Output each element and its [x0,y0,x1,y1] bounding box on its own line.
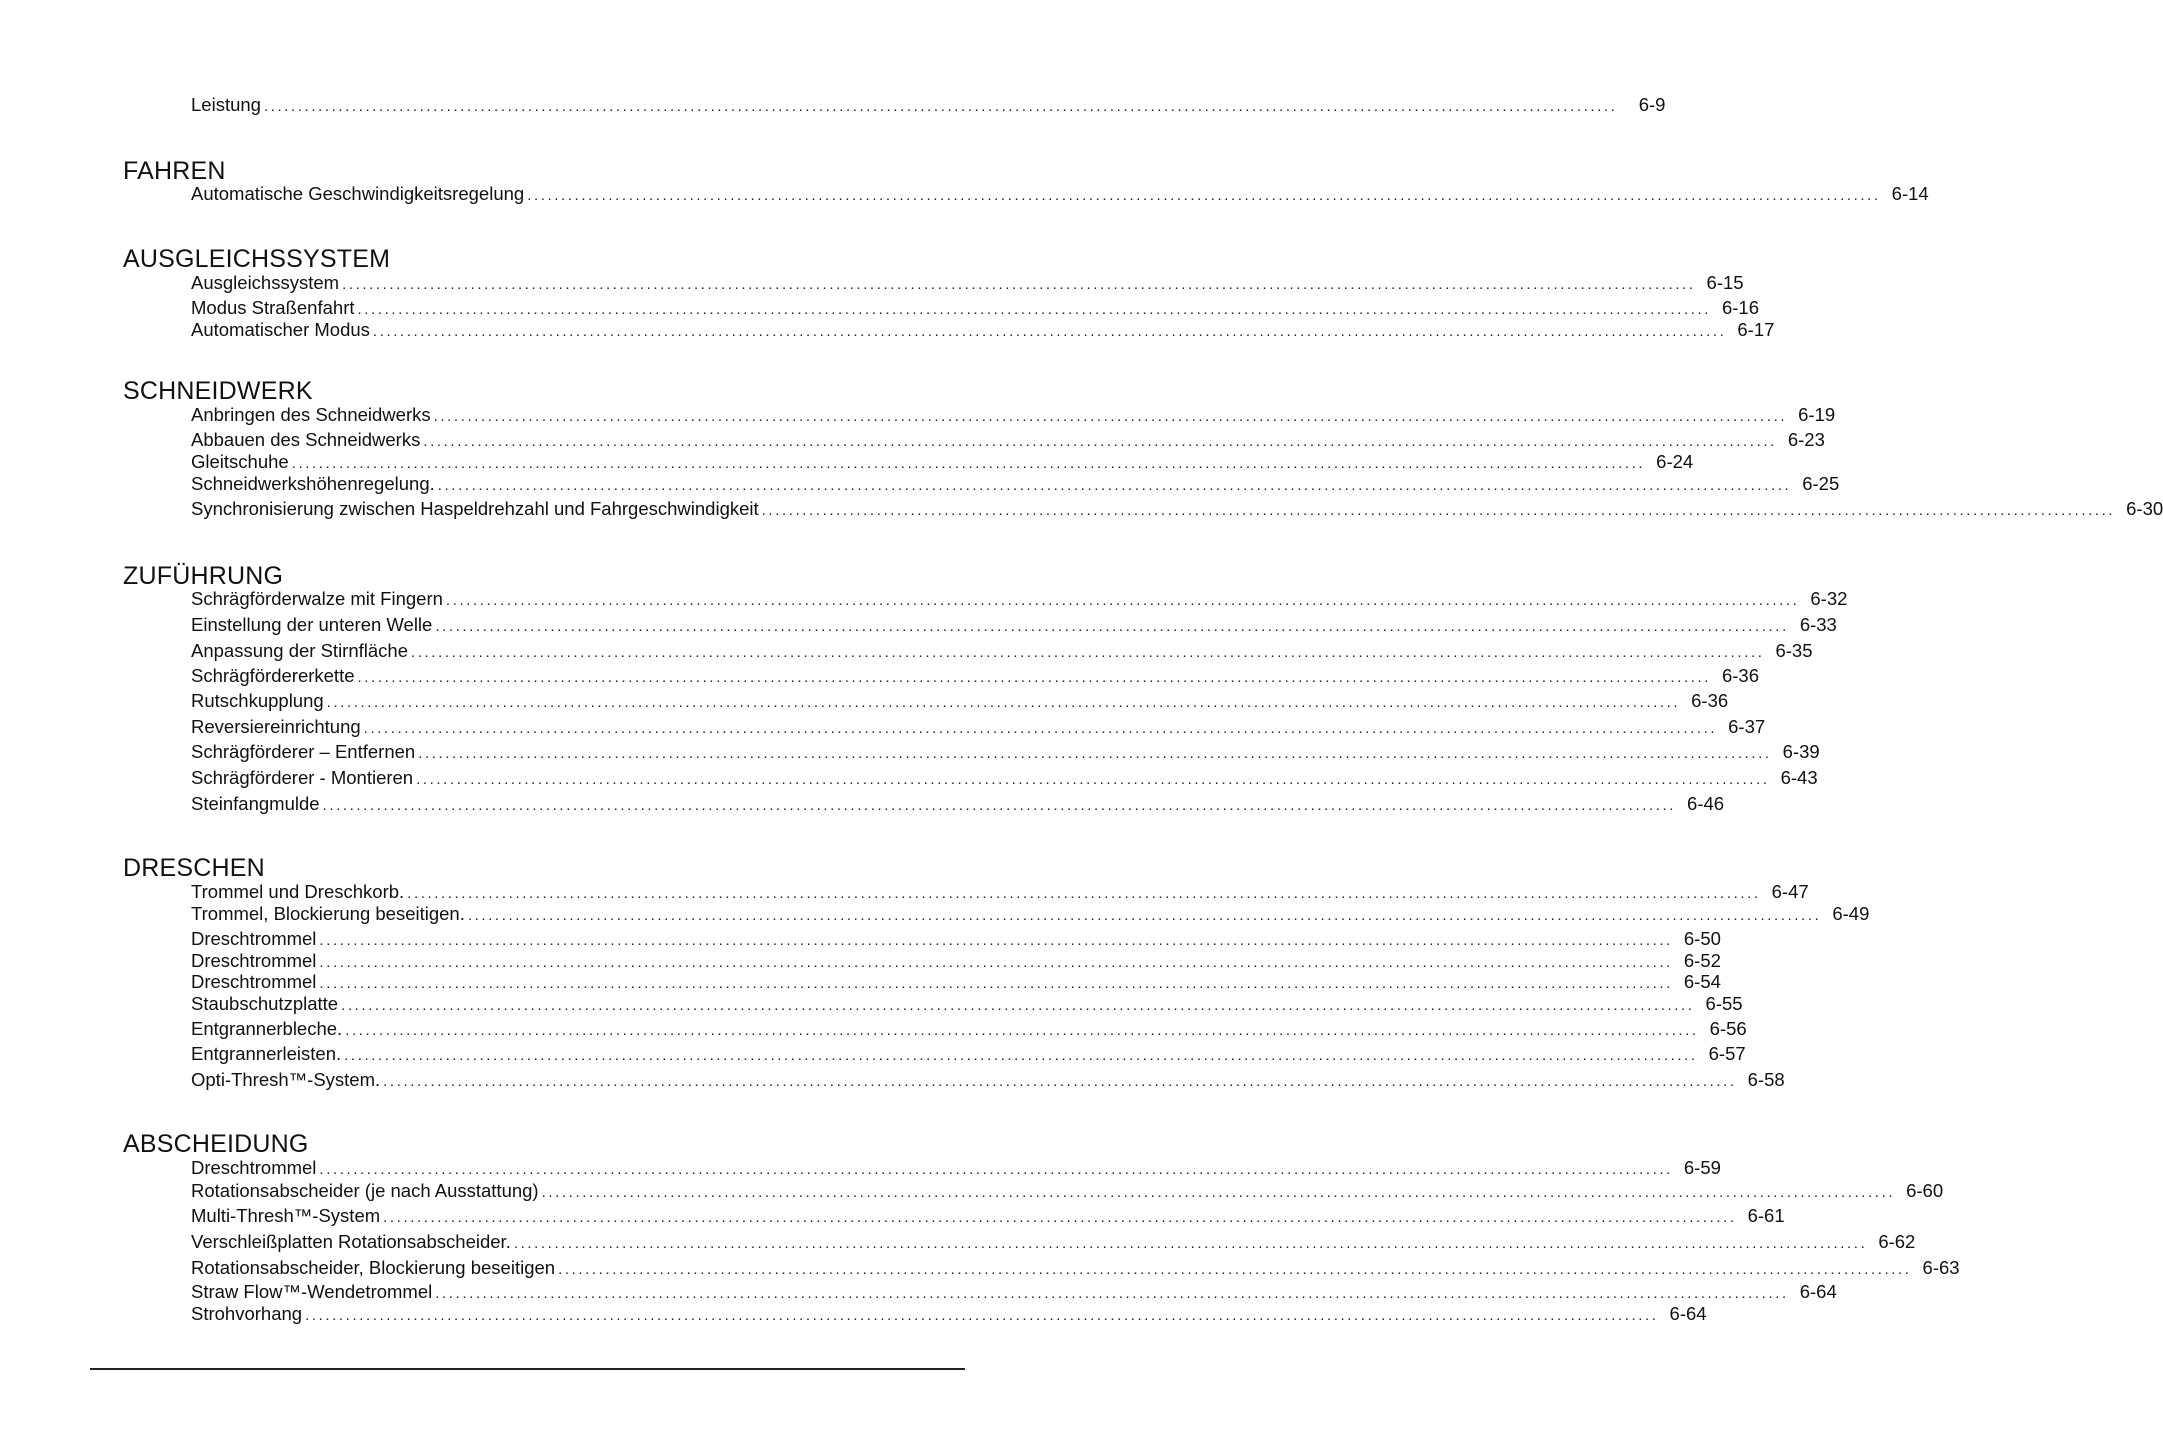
toc-entry-label: Trommel und Dreschkorb. [191,881,405,902]
toc-entry-page: 6-24 [1656,451,1694,472]
toc-entry-page: 6-37 [1728,716,1766,737]
toc-entry-label: Ausgleichssystem [191,272,340,293]
toc-entry-page: 6-30 [2126,498,2163,519]
toc-dot-leader: ........................................................................................................................................................................................................ [423,433,1777,450]
toc-entry-page: 6-17 [1737,319,1775,340]
toc-entry[interactable] [191,1205,1785,1229]
toc-entry-label: Synchronisierung zwischen Haspeldrehzahl und Fahrgeschwindigkeit [191,498,759,519]
toc-entry-page: 6-49 [1832,903,1870,924]
toc-dot-leader: ........................................................................................................................................................................................................ [467,907,1822,924]
toc-entry[interactable] [191,272,1744,296]
toc-dot-leader: ........................................................................................................................................................................................................ [322,797,1677,814]
toc-entry-label: Staubschutzplatte [191,993,339,1014]
toc-dot-leader: ........................................................................................................................................................................................................ [319,975,1673,992]
toc-dot-leader: ........................................................................................................................................................................................................ [319,1161,1673,1178]
toc-entry-page: 6-14 [1891,183,1929,204]
toc-dot-leader: ........................................................................................................................................................................................................ [372,323,1727,340]
toc-dot-leader: ........................................................................................................................................................................................................ [437,477,1792,494]
toc-dot-leader: ........................................................................................................................................................................................................ [357,669,1712,686]
toc-entry[interactable] [191,690,1729,714]
toc-entry[interactable] [191,429,1825,453]
toc-entry[interactable] [191,665,1760,689]
toc-entry-page: 6-23 [1787,429,1825,450]
toc-entry[interactable] [191,993,1743,1017]
toc-dot-leader: ........................................................................................................................................................................................................ [435,1285,1789,1302]
toc-entry-label: Dreschtrommel [191,971,317,992]
toc-dot-leader: ........................................................................................................................................................................................................ [433,408,1788,425]
toc-dot-leader: ........................................................................................................................................................................................................ [342,276,1696,293]
toc-entry-label: Multi-Thresh™-System [191,1205,381,1226]
toc-entry-label: Steinfangmulde [191,793,320,814]
toc-entry[interactable] [191,640,1813,664]
toc-entry-page: 6-15 [1706,272,1744,293]
toc-entry-page: 6-47 [1771,881,1809,902]
toc-dot-leader: ........................................................................................................................................................................................................ [326,694,1681,711]
toc-dot-leader: ........................................................................................................................................................................................................ [513,1235,1868,1252]
toc-entry-label: Abbauen des Schneidwerks [191,429,421,450]
toc-entry[interactable] [191,1069,1785,1093]
toc-entry[interactable] [191,903,1870,927]
toc-entry[interactable] [191,1043,1746,1067]
toc-entry-page: 6-60 [1906,1180,1944,1201]
toc-dot-leader: ........................................................................................................................................................................................................ [319,932,1673,949]
section-title: SCHNEIDWERK [123,377,313,405]
toc-dot-leader: ........................................................................................................................................................................................................ [383,1209,1737,1226]
toc-entry-label: Schneidwerkshöhenregelung. [191,473,435,494]
toc-entry[interactable] [191,588,1848,612]
toc-entry-label: Entgrannerbleche. [191,1018,343,1039]
toc-entry[interactable] [191,716,1766,740]
toc-entry-page: 6-55 [1705,993,1743,1014]
toc-entry[interactable] [191,297,1759,321]
toc-entry-label: Schrägförderer – Entfernen [191,741,416,762]
toc-entry[interactable] [191,183,1929,207]
toc-dot-leader: ........................................................................................................................................................................................................ [558,1261,1912,1278]
toc-dot-leader: ........................................................................................................................................................................................................ [407,885,1761,902]
toc-entry-label: Leistung [191,94,261,115]
toc-entry-label: Dreschtrommel [191,928,317,949]
toc-entry-label: Anpassung der Stirnfläche [191,640,408,661]
section-title: FAHREN [123,157,226,185]
toc-dot-leader: ........................................................................................................................................................................................................ [344,1047,1698,1064]
toc-entry[interactable] [191,971,1721,995]
toc-entry-label: Reversiereinrichtung [191,716,361,737]
toc-entry[interactable] [191,1281,1837,1305]
toc-entry-page: 6-32 [1810,588,1848,609]
toc-entry-label: Schrägförderwalze mit Fingern [191,588,443,609]
toc-dot-leader: ........................................................................................................................................................................................................ [319,954,1673,971]
toc-entry[interactable] [191,451,1694,475]
toc-entry-label: Strohvorhang [191,1303,303,1324]
toc-entry-label: Schrägförderer - Montieren [191,767,414,788]
toc-entry-label: Dreschtrommel [191,950,317,971]
toc-entry-page: 6-39 [1782,741,1820,762]
toc-entry-label: Automatische Geschwindigkeitsregelung [191,183,525,204]
toc-entry[interactable] [191,741,1820,765]
toc-entry-label: Verschleißplatten Rotationsabscheider. [191,1231,511,1252]
toc-entry[interactable] [191,319,1775,343]
toc-entry-label: Trommel, Blockierung beseitigen. [191,903,465,924]
toc-dot-leader: ........................................................................................................................................................................................................ [291,455,1646,472]
toc-entry-page: 6-43 [1780,767,1818,788]
toc-entry-label: Straw Flow™-Wendetrommel [191,1281,433,1302]
toc-entry-label: Modus Straßenfahrt [191,297,355,318]
toc-dot-leader: ........................................................................................................................................................................................................ [383,1073,1737,1090]
toc-entry-label: Rotationsabscheider, Blockierung beseitigen [191,1257,556,1278]
toc-entry-page: 6-36 [1691,690,1729,711]
toc-dot-leader: ........................................................................................................................................................................................................ [416,771,1770,788]
section-title: DRESCHEN [123,854,265,882]
toc-entry-page: 6-59 [1683,1157,1721,1178]
section-title: ABSCHEIDUNG [123,1130,309,1158]
toc-entry[interactable] [191,404,1836,428]
section-title: ZUFÜHRUNG [123,562,284,590]
toc-entry-page: 6-9 [1638,94,1666,115]
toc-entry-label: Anbringen des Schneidwerks [191,404,431,425]
toc-entry-label: Opti-Thresh™-System. [191,1069,381,1090]
toc-entry-page: 6-54 [1683,971,1721,992]
toc-dot-leader: ........................................................................................................................................................................................................ [411,644,1765,661]
toc-entry[interactable] [191,881,1809,905]
toc-dot-leader: ........................................................................................................................................................................................................ [357,301,1711,318]
toc-entry-page: 6-64 [1799,1281,1837,1302]
toc-dot-leader: ........................................................................................................................................................................................................ [363,720,1718,737]
section-title: AUSGLEICHSSYSTEM [123,245,391,273]
toc-entry-label: Schrägfördererkette [191,665,355,686]
toc-entry[interactable] [191,1257,1960,1281]
toc-entry-label: Einstellung der unteren Welle [191,614,433,635]
toc-dot-leader: ........................................................................................................................................................................................................ [263,98,1618,115]
toc-entry-page: 6-36 [1721,665,1760,686]
toc-entry-page: 6-50 [1683,928,1721,949]
toc-entry-page: 6-25 [1802,473,1840,494]
toc-dot-leader: ........................................................................................................................................................................................................ [345,1022,1699,1039]
toc-dot-leader: ........................................................................................................................................................................................................ [761,502,2116,519]
toc-entry-label: Dreschtrommel [191,1157,317,1178]
toc-entry-page: 6-58 [1747,1069,1785,1090]
toc-entry[interactable] [191,94,1666,118]
toc-entry-page: 6-16 [1721,297,1759,318]
toc-entry[interactable] [191,767,1818,791]
footer-divider [90,1368,965,1370]
toc-dot-leader: ........................................................................................................................................................................................................ [418,745,1772,762]
toc-entry-page: 6-46 [1687,793,1725,814]
toc-entry[interactable] [191,1157,1721,1181]
toc-entry-page: 6-52 [1683,950,1721,971]
toc-dot-leader: ........................................................................................................................................................................................................ [541,1184,1896,1201]
toc-entry[interactable] [191,614,1837,638]
toc-dot-leader: ........................................................................................................................................................................................................ [305,1307,1659,1324]
toc-entry-label: Gleitschuhe [191,451,289,472]
toc-entry-page: 6-33 [1799,614,1837,635]
toc-entry-label: Entgrannerleisten. [191,1043,342,1064]
toc-dot-leader: ........................................................................................................................................................................................................ [435,618,1789,635]
toc-entry-label: Automatischer Modus [191,319,370,340]
toc-entry[interactable] [191,1018,1747,1042]
toc-entry-label: Rutschkupplung [191,690,324,711]
toc-dot-leader: ........................................................................................................................................................................................................ [341,997,1695,1014]
toc-entry-page: 6-63 [1922,1257,1960,1278]
toc-entry[interactable] [191,473,1840,497]
toc-entry-page: 6-19 [1798,404,1836,425]
toc-entry-page: 6-62 [1878,1231,1916,1252]
toc-entry-page: 6-56 [1709,1018,1747,1039]
toc-entry[interactable] [191,1180,1944,1204]
toc-entry[interactable] [191,498,2163,522]
toc-entry-page: 6-35 [1775,640,1813,661]
toc-entry[interactable] [191,928,1721,952]
toc-entry-page: 6-64 [1669,1303,1707,1324]
toc-entry[interactable] [191,1303,1707,1327]
toc-entry-page: 6-61 [1747,1205,1785,1226]
toc-entry[interactable] [191,1231,1916,1255]
toc-entry-page: 6-57 [1708,1043,1746,1064]
toc-dot-leader: ........................................................................................................................................................................................................ [527,187,1881,204]
toc-entry-label: Rotationsabscheider (je nach Ausstattung) [191,1180,539,1201]
toc-entry[interactable] [191,793,1725,817]
toc-dot-leader: ........................................................................................................................................................................................................ [445,592,1800,609]
